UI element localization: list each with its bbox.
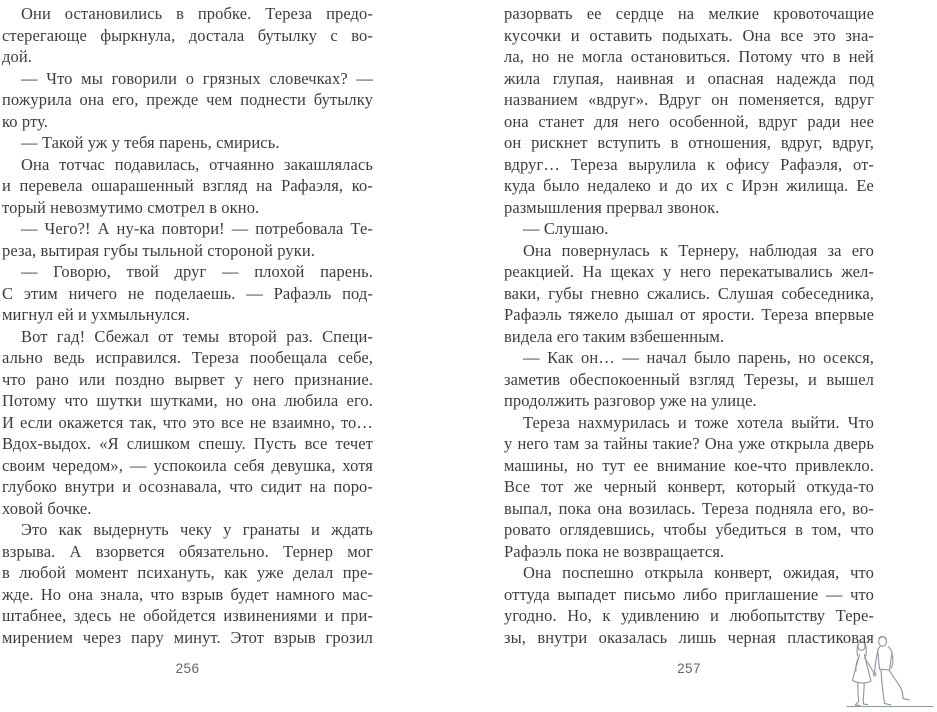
text-line: выпал, пока она возилась. Тереза подняла его, во- [504,498,874,518]
text-line: продолжить разговор уже на улице. [504,391,757,410]
text-line: оттуда выпадет письмо либо приглашение — что [504,584,874,604]
text-line: Вот гад! Сбежал от темы второй раз. Специ- [21,326,373,346]
text-line: названием «вдруг». Вдруг он поменяется, вдруг [504,90,874,109]
text-line: она станет для него особенной, вдруг ради нее [504,111,874,131]
text-line: Потому что шутки шутками, но она любила его. [2,391,373,410]
page-number-right: 257 [677,661,701,676]
text-line: что рано или поздно вырвет у него признание. [2,369,373,389]
text-line: машины, но тут ее внимание кое-что привлекло. [504,455,874,475]
text-line: кусочки и оставить подыхать. Она все это зна- [504,25,874,45]
text-line: Рафаэль тяжело дышал от ярости. Тереза впервые [504,305,874,324]
text-line: Вдох-выдох. «Я слишком спешу. Пусть все течет [2,434,373,453]
text-line: ла, но не могла остановиться. Потому что в ней [504,47,874,66]
text-line: штабнее, здесь не обойдется извинениями и при- [2,606,373,625]
text-line: — Говорю, твой друг — плохой парень. [21,262,373,281]
text-line: ровато оглядевшись, чтобы убедиться в том, что [504,520,874,539]
text-line: он рискнет вступить в отношения, вдруг, вдруг, [504,133,874,152]
text-line: Они остановились в пробке. Тереза предо- [21,4,373,23]
text-line: в любой момент психануть, как уже делал пре- [2,563,373,582]
text-line: ко рту. [2,111,49,131]
text-line: ально ведь исправился. Тереза пообещала себе, [2,348,373,367]
text-line: угодно. Но, к удивлению и любопытству Тере- [504,606,874,625]
left-page-text [2,3,373,648]
text-line: реза, вытирая губы тыльной стороной руки. [2,240,316,260]
text-line: Это как выдернуть чеку у гранаты и ждать [21,520,373,539]
text-line: взрыва. А взорвется обязательно. Тернер мог [2,541,373,561]
text-line: вдруг… Тереза вырулила к офису Рафаэля, от- [504,154,874,174]
text-line: своим чередом», — успокоила себя девушка, хотя [2,455,373,475]
text-line: Тереза нахмурилась и тоже хотела выйти. Что [523,412,874,432]
text-line: — Слушаю. [523,219,609,238]
text-line: размышления прервал звонок. [504,197,720,217]
text-line: зы, внутри оказалась лишь черная пластиковая [504,627,874,647]
text-line: реакцией. На щеках у него перекатывались жел- [504,262,874,281]
text-line: Рафаэль пока не возвращается. [504,541,725,561]
text-line: — Как он… — начал было парень, но осекся, [523,348,874,367]
text-line: пожурила она его, прежде чем поднести бутылку [2,90,373,109]
text-line: дой. [2,47,33,66]
text-line: Она повернулась к Тернеру, наблюдая за его [523,240,874,260]
man-figure [873,636,909,704]
text-line: жде. Но она знала, что взрыв будет намного мас- [2,584,373,604]
text-line: торый невозмутимо смотрел в окно. [2,197,260,217]
text-line: ваки, губы гневно сжались. Слушая собеседника, [504,283,874,303]
page-number-left: 256 [175,661,200,676]
text-line: разорвать ее сердце на мелкие кровоточащие [504,4,874,23]
text-line: жила глупая, наивная и опасная надежда под [504,68,874,88]
text-line: глубоко внутри и осознавала, что сидит на поро- [2,477,373,496]
text-line: заметив обеспокоенный взгляд Терезы, и вышел [504,369,874,389]
right-page-text [504,3,874,648]
text-line: И если окажется так, что это все не взаимно, то… [2,412,373,432]
text-line: и перевела ошарашенный взгляд на Рафаэля, ко- [2,176,373,195]
woman-figure [853,642,875,706]
text-line: Все тот же черный конверт, который откуда-то [504,477,874,496]
text-line: стерегающе фыркнула, достала бутылку с во- [2,25,373,45]
text-line: ховой бочке. [2,498,92,518]
text-line: мигнул ей и ухмыльнулся. [2,305,190,324]
text-line: — Чего?! А ну-ка повтори! — потребовала Те- [21,219,373,238]
text-line: у него там за тайны такие? Она уже открыла дверь [504,434,874,453]
text-line: — Такой уж у тебя парень, смирись. [21,133,280,152]
couple-walking-illustration [840,633,936,709]
text-line: видела его таким взбешенным. [504,326,725,346]
text-line: Она поспешно открыла конверт, ожидая, что [523,563,874,582]
text-line: куда было недалеко и до их с Ирэн жилища. Ее [504,176,874,195]
text-line: мирением через пару минут. Этот взрыв грозил [2,627,373,647]
text-line: — Что мы говорили о грязных словечках? — [21,68,373,88]
text-line: Она тотчас подавилась, отчаянно закашлялась [21,154,373,174]
text-line: С этим ничего не поделаешь. — Рафаэль под- [2,283,373,303]
